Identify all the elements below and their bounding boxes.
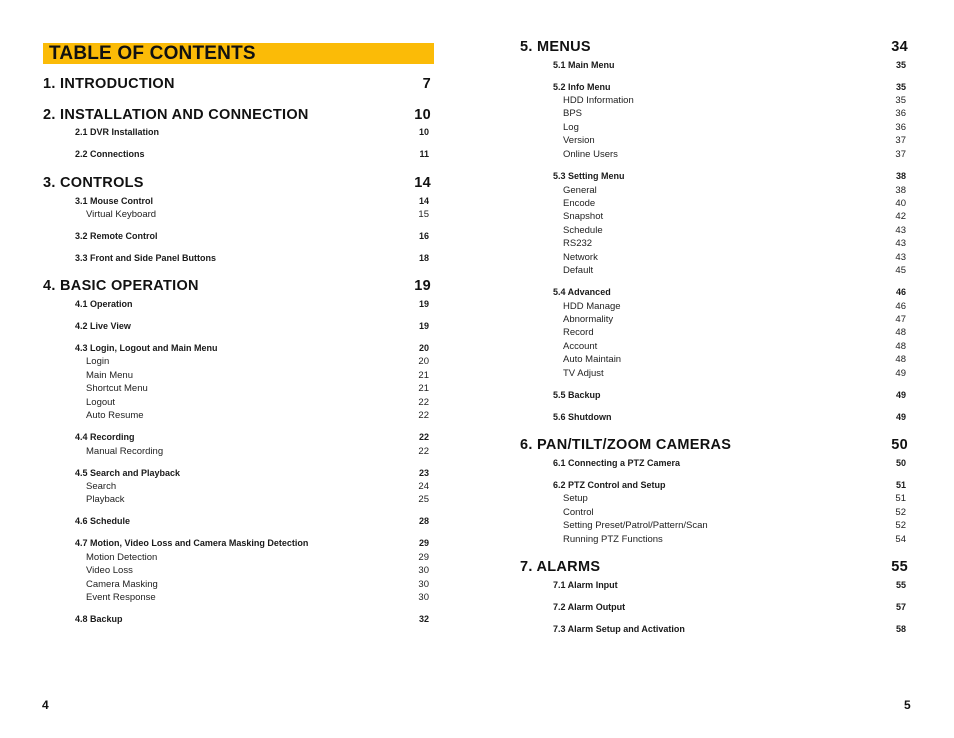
toc-entry-label: 5.1 Main Menu [553,60,615,70]
toc-entry-page: 20 [418,356,429,367]
toc-entry-page: 48 [895,327,906,338]
toc-entry-page: 35 [895,60,906,70]
toc-entry-label: Snapshot [563,211,604,222]
toc-entry-page: 50 [891,437,908,453]
toc-entry-page: 49 [895,390,906,400]
toc-sub-row [563,520,906,531]
toc-entry-page: 16 [418,231,429,241]
toc-sub-row [563,135,906,146]
toc-entry-label: 7.1 Alarm Input [553,580,618,590]
toc-entry-label: Setup [563,493,588,504]
toc-entry-page: 48 [895,354,906,365]
toc-entry-label: 2. INSTALLATION AND CONNECTION [43,107,309,123]
toc-entry-page: 55 [891,559,908,575]
toc-entry-page: 35 [895,82,906,92]
toc-entry-page: 22 [418,432,429,442]
toc-sub-row [86,481,429,492]
toc-entry-page: 24 [418,481,429,492]
toc-sub-row [86,592,429,603]
toc-entry-page: 19 [418,321,429,331]
toc-entry-page: 34 [891,39,908,55]
toc-entry-label: Manual Recording [86,446,164,457]
toc-entry-page: 52 [895,520,906,531]
toc-entry-page: 38 [895,171,906,181]
toc-section-row [553,624,906,634]
toc-entry-label: 3. CONTROLS [43,175,144,191]
toc-entry-label: 5.2 Info Menu [553,82,611,92]
toc-entry-page: 55 [895,580,906,590]
toc-entry-page: 46 [895,301,906,312]
toc-chapter-row [43,175,431,191]
toc-entry-label: 5.3 Setting Menu [553,171,625,181]
toc-sub-row [86,446,429,457]
toc-section-row [75,127,429,137]
toc-entry-label: 4.2 Live View [75,321,131,331]
toc-section-row [75,231,429,241]
toc-entry-page: 54 [895,534,906,545]
toc-entry-label: TV Adjust [563,368,604,379]
toc-sub-row [563,252,906,263]
toc-entry-label: 4.1 Operation [75,299,133,309]
toc-entry-page: 21 [418,383,429,394]
toc-entry-page: 29 [418,538,429,548]
toc-entry-page: 14 [414,175,431,191]
toc-section-row [553,480,906,490]
toc-title: TABLE OF CONTENTS [49,43,256,64]
toc-entry-label: Auto Resume [86,410,144,421]
toc-entry-label: 3.1 Mouse Control [75,196,154,206]
toc-sub-row [86,410,429,421]
toc-entry-page: 57 [895,602,906,612]
toc-entry-label: Default [563,265,594,276]
toc-entry-page: 58 [895,624,906,634]
toc-entry-label: Record [563,327,594,338]
toc-entry-page: 30 [418,592,429,603]
toc-entry-label: Login [86,356,110,367]
toc-entry-page: 7 [422,76,431,92]
toc-sub-row [563,327,906,338]
toc-section-row [553,458,906,468]
toc-entry-page: 52 [895,507,906,518]
toc-entry-page: 23 [418,468,429,478]
toc-entry-label: Online Users [563,149,618,160]
toc-entry-page: 14 [418,196,429,206]
toc-chapter-row [43,76,431,92]
toc-sub-row [563,507,906,518]
toc-sub-row [86,356,429,367]
toc-entry-page: 25 [418,494,429,505]
toc-entry-label: Schedule [563,225,603,236]
toc-entry-page: 36 [895,122,906,133]
toc-entry-label: 4.6 Schedule [75,516,131,526]
toc-entry-page: 43 [895,238,906,249]
toc-entry-page: 32 [418,614,429,624]
toc-sub-row [563,341,906,352]
toc-entry-page: 21 [418,370,429,381]
toc-entry-page: 46 [895,287,906,297]
toc-entry-page: 30 [418,579,429,590]
toc-entry-label: Camera Masking [86,579,158,590]
toc-entry-label: Logout [86,397,116,408]
toc-sub-row [563,368,906,379]
toc-sub-row [563,301,906,312]
toc-entry-page: 47 [895,314,906,325]
toc-sub-row [563,493,906,504]
toc-entry-label: Event Response [86,592,156,603]
toc-entry-page: 49 [895,412,906,422]
toc-entry-page: 22 [418,410,429,421]
toc-entry-page: 48 [895,341,906,352]
page-number-right: 5 [904,698,911,712]
toc-entry-page: 43 [895,225,906,236]
toc-section-row [553,602,906,612]
toc-entry-page: 28 [418,516,429,526]
toc-section-row [75,468,429,478]
toc-chapter-row [520,437,908,453]
toc-entry-page: 30 [418,565,429,576]
toc-chapter-row [43,107,431,123]
toc-entry-label: Shortcut Menu [86,383,148,394]
toc-chapter-row [520,39,908,55]
toc-entry-page: 19 [414,278,431,294]
toc-title-banner [43,43,434,64]
toc-sub-row [563,95,906,106]
toc-entry-label: Setting Preset/Patrol/Pattern/Scan [563,520,708,531]
toc-sub-row [86,383,429,394]
toc-entry-label: RS232 [563,238,593,249]
page-number-left: 4 [42,698,49,712]
toc-entry-label: 7. ALARMS [520,559,601,575]
toc-entry-label: Account [563,341,598,352]
toc-entry-page: 18 [418,253,429,263]
toc-entry-label: 4.8 Backup [75,614,123,624]
toc-entry-label: Video Loss [86,565,133,576]
toc-entry-label: BPS [563,108,583,119]
toc-section-row [553,412,906,422]
toc-entry-page: 37 [895,149,906,160]
toc-chapter-row [520,559,908,575]
toc-entry-label: 5.4 Advanced [553,287,611,297]
toc-entry-page: 36 [895,108,906,119]
toc-entry-page: 29 [418,552,429,563]
toc-entry-label: Playback [86,494,125,505]
toc-entry-label: Control [563,507,594,518]
toc-entry-label: General [563,185,597,196]
toc-sub-row [563,265,906,276]
toc-sub-row [86,209,429,220]
toc-entry-label: Virtual Keyboard [86,209,157,220]
toc-sub-row [563,122,906,133]
right-page [477,0,954,738]
toc-entry-label: 5.6 Shutdown [553,412,612,422]
toc-entry-page: 37 [895,135,906,146]
toc-sub-row [563,354,906,365]
toc-entry-label: 4.5 Search and Playback [75,468,181,478]
toc-entry-label: 5. MENUS [520,39,591,55]
toc-section-row [553,287,906,297]
toc-sub-row [86,565,429,576]
toc-section-row [75,149,429,159]
toc-entry-label: 7.2 Alarm Output [553,602,626,612]
toc-section-row [553,82,906,92]
toc-entry-label: HDD Manage [563,301,621,312]
toc-sub-row [563,534,906,545]
toc-entry-page: 11 [419,149,429,159]
toc-section-row [75,516,429,526]
toc-sub-row [86,370,429,381]
toc-entry-page: 19 [418,299,429,309]
toc-section-row [75,538,429,548]
toc-entry-label: 3.2 Remote Control [75,231,158,241]
toc-entry-page: 40 [895,198,906,209]
toc-section-row [75,321,429,331]
toc-sub-row [563,149,906,160]
toc-entry-page: 15 [418,209,429,220]
toc-entry-page: 42 [895,211,906,222]
toc-section-row [75,432,429,442]
toc-entry-page: 51 [895,493,906,504]
toc-chapter-row [43,278,431,294]
toc-sub-row [563,198,906,209]
toc-entry-page: 22 [418,446,429,457]
toc-entry-label: 6.2 PTZ Control and Setup [553,480,666,490]
toc-section-row [553,390,906,400]
toc-sub-row [86,494,429,505]
toc-entry-label: 6. PAN/TILT/ZOOM CAMERAS [520,437,732,453]
toc-entry-label: 4.3 Login, Logout and Main Menu [75,343,218,353]
toc-entry-label: Motion Detection [86,552,158,563]
toc-sub-row [86,579,429,590]
toc-entry-label: HDD Information [563,95,634,106]
toc-sub-row [86,552,429,563]
toc-entry-label: 1. INTRODUCTION [43,76,175,92]
toc-sub-row [563,108,906,119]
toc-entry-label: 4.4 Recording [75,432,135,442]
toc-entry-page: 10 [418,127,429,137]
toc-entry-label: 2.2 Connections [75,149,145,159]
toc-entry-page: 45 [895,265,906,276]
toc-entry-label: Log [563,122,579,133]
toc-entry-page: 38 [895,185,906,196]
toc-entry-label: Abnormality [563,314,614,325]
toc-entry-page: 43 [895,252,906,263]
toc-entry-label: 5.5 Backup [553,390,601,400]
toc-entry-label: Running PTZ Functions [563,534,663,545]
toc-section-row [553,171,906,181]
toc-entry-label: 3.3 Front and Side Panel Buttons [75,253,217,263]
toc-entry-page: 51 [895,480,906,490]
toc-entry-label: Main Menu [86,370,133,381]
toc-sub-row [563,225,906,236]
toc-entry-label: Search [86,481,117,492]
toc-entry-label: Version [563,135,595,146]
toc-sub-row [563,314,906,325]
toc-sub-row [563,185,906,196]
toc-entry-label: 4.7 Motion, Video Loss and Camera Masking Detection [75,538,309,548]
toc-entry-page: 50 [895,458,906,468]
toc-entry-label: Network [563,252,598,263]
toc-section-row [75,614,429,624]
toc-entry-page: 20 [418,343,429,353]
toc-sub-row [563,211,906,222]
toc-section-row [75,343,429,353]
toc-section-row [553,60,906,70]
toc-entry-label: 6.1 Connecting a PTZ Camera [553,458,681,468]
toc-entry-label: 7.3 Alarm Setup and Activation [553,624,685,634]
toc-entry-page: 49 [895,368,906,379]
toc-entry-label: 2.1 DVR Installation [75,127,160,137]
toc-entry-label: Auto Maintain [563,354,622,365]
toc-section-row [553,580,906,590]
toc-entry-label: 4. BASIC OPERATION [43,278,199,294]
toc-entry-page: 35 [895,95,906,106]
toc-section-row [75,299,429,309]
toc-section-row [75,196,429,206]
toc-sub-row [86,397,429,408]
toc-section-row [75,253,429,263]
toc-sub-row [563,238,906,249]
toc-entry-page: 10 [414,107,431,123]
toc-entry-label: Encode [563,198,596,209]
toc-entry-page: 22 [418,397,429,408]
